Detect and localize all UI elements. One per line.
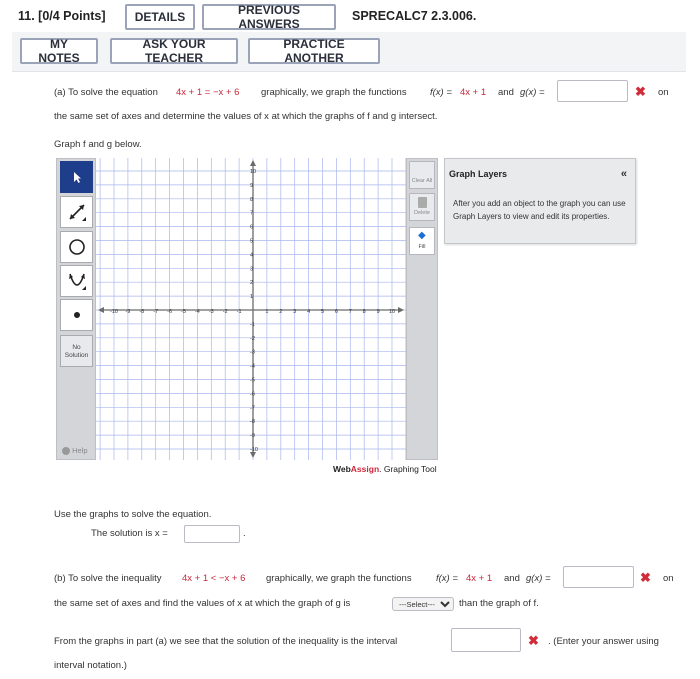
x-tick-label: -9 xyxy=(125,309,131,315)
x-tick-label: -7 xyxy=(153,309,159,315)
x-tick-label: -2 xyxy=(222,309,228,315)
pointer-icon xyxy=(70,170,84,184)
x-tick-label: 9 xyxy=(376,309,380,315)
parabola-tool-button[interactable] xyxy=(60,265,93,297)
no-solution-line1: No xyxy=(72,344,81,351)
x-tick-label: -6 xyxy=(167,309,173,315)
part-a-prefix: (a) To solve the equation xyxy=(54,87,158,98)
graph-area[interactable] xyxy=(96,158,406,460)
part-a-middle: graphically, we graph the functions xyxy=(261,87,407,98)
x-tick-label: -8 xyxy=(139,309,145,315)
y-tick-label: 1 xyxy=(250,294,254,301)
part-b-line2-prefix: the same set of axes and find the values of x at which the graph of g is xyxy=(54,598,351,609)
line-icon xyxy=(66,201,88,223)
clear-all-label: Clear All xyxy=(411,178,433,184)
help-label: Help xyxy=(72,446,88,455)
x-tick-label: -5 xyxy=(181,309,186,315)
collapse-layers-icon[interactable]: « xyxy=(620,168,627,180)
x-tick-label: 4 xyxy=(307,309,311,315)
part-a-after-box: on xyxy=(658,87,669,98)
y-tick-label: -8 xyxy=(250,419,255,426)
x-tick-label: 6 xyxy=(334,309,338,315)
graph-layers-title: Graph Layers xyxy=(449,169,508,179)
help-icon xyxy=(62,447,70,455)
line-tool-button[interactable] xyxy=(60,196,93,228)
help-link[interactable] xyxy=(62,446,88,455)
part-b-g-input[interactable] xyxy=(563,566,634,588)
solution-input[interactable] xyxy=(184,525,240,543)
y-tick-label: -6 xyxy=(250,391,255,398)
question-label: 11. [0/4 Points] xyxy=(18,9,106,23)
x-tick-label: 3 xyxy=(293,309,297,315)
part-a-g-input[interactable] xyxy=(557,80,628,102)
coordinate-grid[interactable] xyxy=(96,158,406,460)
graph-tools-panel xyxy=(56,158,96,460)
solve-instruction: Use the graphs to solve the equation. xyxy=(54,509,212,520)
part-b-after-box: on xyxy=(663,573,674,584)
circle-icon xyxy=(67,237,87,257)
graph-actions-panel xyxy=(406,158,438,460)
part-a-and: and xyxy=(498,87,514,98)
y-tick-label: 5 xyxy=(250,238,254,245)
y-tick-label: -9 xyxy=(250,433,255,440)
incorrect-x-icon: ✖ xyxy=(640,570,651,585)
no-solution-button[interactable] xyxy=(60,335,93,367)
x-tick-label: 7 xyxy=(348,309,352,315)
fill-label: Fill xyxy=(418,244,426,250)
part-a-equation: 4x + 1 = −x + 6 xyxy=(176,87,240,98)
solution-prefix: The solution is x = xyxy=(91,528,168,539)
fill-button[interactable] xyxy=(409,227,435,255)
y-tick-label: 3 xyxy=(250,266,254,273)
y-tick-label: 10 xyxy=(250,169,257,175)
details-button[interactable]: DETAILS xyxy=(125,4,195,30)
x-tick-label: 10 xyxy=(388,309,396,315)
part-a-f-name: f(x) = xyxy=(430,87,452,98)
ask-teacher-button[interactable]: ASK YOUR TEACHER xyxy=(110,38,238,64)
x-tick-label: 1 xyxy=(265,309,269,315)
trash-icon xyxy=(418,197,427,208)
part-c-prefix: From the graphs in part (a) we see that the solution of the inequality is the interval xyxy=(54,636,398,647)
x-tick-label: -10 xyxy=(110,309,118,315)
part-c-suffix: . (Enter your answer using xyxy=(548,636,659,647)
parabola-icon xyxy=(66,270,88,292)
previous-answers-button[interactable]: PREVIOUS ANSWERS xyxy=(202,4,336,30)
pointer-tool-button[interactable] xyxy=(60,161,93,193)
graph-instruction: Graph f and g below. xyxy=(54,139,142,150)
brand-assign: Assign xyxy=(350,464,380,474)
part-b-f-name: f(x) = xyxy=(436,573,458,584)
y-tick-label: 2 xyxy=(250,280,254,287)
part-a-f-expr: 4x + 1 xyxy=(460,87,487,98)
point-icon xyxy=(72,310,82,320)
y-tick-label: 4 xyxy=(250,252,254,259)
y-tick-label: 9 xyxy=(250,182,254,189)
part-a-line2: the same set of axes and determine the values of x at which the graphs of f and g intersect. xyxy=(54,111,438,122)
interval-input[interactable] xyxy=(451,628,521,652)
delete-label: Delete xyxy=(414,210,430,216)
graph-layers-panel xyxy=(444,158,636,244)
brand-web: Web xyxy=(333,464,351,474)
incorrect-x-icon: ✖ xyxy=(635,84,646,99)
y-tick-label: 6 xyxy=(250,224,254,231)
y-tick-label: -1 xyxy=(250,321,255,328)
part-b-and: and xyxy=(504,573,520,584)
comparison-select[interactable] xyxy=(392,597,454,611)
part-b-f-expr: 4x + 1 xyxy=(466,573,493,584)
solution-period: . xyxy=(243,528,246,539)
y-tick-label: -3 xyxy=(250,349,255,356)
graph-layers-description: After you add an object to the graph you can use Graph Layers to view and edit its properties. xyxy=(453,199,626,221)
clear-all-button[interactable] xyxy=(409,161,435,189)
point-tool-button[interactable] xyxy=(60,299,93,331)
incorrect-x-icon: ✖ xyxy=(528,633,539,648)
brand-suffix: . Graphing Tool xyxy=(379,464,437,474)
x-tick-label: 8 xyxy=(362,309,366,315)
graphing-tool-brand xyxy=(333,464,437,474)
y-tick-label: -5 xyxy=(250,377,255,384)
part-b-inequality: 4x + 1 < −x + 6 xyxy=(182,573,246,584)
y-tick-label: 7 xyxy=(250,210,254,217)
x-tick-label: -3 xyxy=(208,309,214,315)
x-tick-label: 2 xyxy=(279,309,283,315)
y-tick-label: -2 xyxy=(250,335,255,342)
delete-button[interactable] xyxy=(409,193,435,221)
x-tick-label: -4 xyxy=(194,309,200,315)
y-tick-label: -7 xyxy=(250,405,255,412)
part-b-g-name: g(x) = xyxy=(526,573,551,584)
course-code: SPRECALC7 2.3.006. xyxy=(352,9,477,23)
my-notes-button[interactable]: MY NOTES xyxy=(20,38,98,64)
y-tick-label: 8 xyxy=(250,196,254,203)
no-solution-line2: Solution xyxy=(64,352,89,359)
x-tick-label: -1 xyxy=(236,309,242,315)
part-a-g-name: g(x) = xyxy=(520,87,545,98)
part-b-line2-suffix: than the graph of f. xyxy=(459,598,539,609)
y-tick-label: -10 xyxy=(250,447,258,453)
part-b-prefix: (b) To solve the inequality xyxy=(54,573,162,584)
x-tick-label: 5 xyxy=(320,309,325,315)
part-b-middle: graphically, we graph the functions xyxy=(266,573,412,584)
practice-another-button[interactable]: PRACTICE ANOTHER xyxy=(248,38,380,64)
fill-bucket-icon: ◆ xyxy=(418,230,426,241)
circle-tool-button[interactable] xyxy=(60,231,93,263)
y-tick-label: -4 xyxy=(250,363,255,370)
part-c-line2: interval notation.) xyxy=(54,660,127,671)
